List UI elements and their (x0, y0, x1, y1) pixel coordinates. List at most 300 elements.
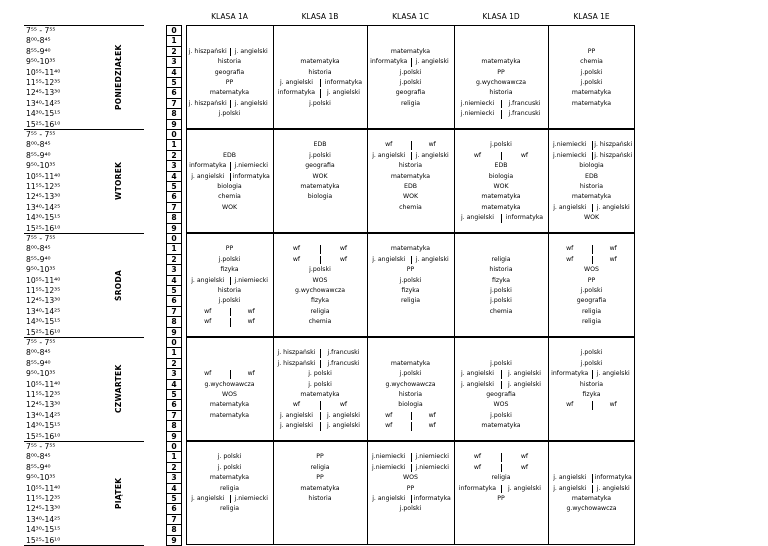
lesson-number: 8 (167, 525, 181, 535)
lesson-group: informatyka (594, 474, 632, 482)
lesson-group: wf (385, 422, 393, 430)
lesson-group: j. hiszpański (594, 141, 633, 149)
lesson-number: 7 (167, 515, 181, 525)
lesson-cell: matematyka (300, 391, 340, 398)
lesson-group: informatyka (189, 162, 227, 170)
lesson-group: j.niemiecki (234, 495, 268, 502)
lesson-cell: EDB (223, 151, 236, 159)
lesson-number: 5 (167, 286, 181, 296)
time-slot: 12⁴⁵-13³⁰ (26, 504, 61, 514)
lesson-cell: historia (489, 266, 513, 274)
lesson-number: 2 (167, 463, 181, 473)
lesson-cell: matematyka (209, 411, 250, 419)
lesson-cell: j.polski (580, 349, 603, 357)
lesson-cell: j.polski (218, 297, 241, 305)
class-header: KLASA 1C (392, 12, 429, 21)
lesson-group: wf (204, 307, 212, 315)
time-slot: 15²⁵-16¹⁰ (26, 223, 61, 233)
lesson-group: wf (339, 245, 348, 253)
lesson-group: informatyka (232, 172, 270, 180)
lesson-number: 8 (167, 213, 181, 223)
lesson-group: j.niemiecki (460, 99, 495, 107)
lesson-cell: religia (310, 307, 330, 315)
lesson-group: wf (428, 422, 436, 430)
lesson-cell: chemia (399, 203, 422, 211)
lesson-group: informatyka (458, 484, 497, 492)
time-slot: 14³⁰-15¹⁵ (26, 109, 61, 119)
lesson-group: j. angielski (191, 495, 225, 502)
lesson-number: 4 (167, 172, 181, 182)
lesson-number: 0 (167, 130, 181, 140)
lesson-number: 3 (167, 161, 181, 171)
lesson-group: j. angielski (415, 151, 449, 159)
class-header: KLASA 1A (211, 12, 248, 21)
lesson-cell: historia (579, 183, 604, 190)
lesson-group: wf (609, 401, 617, 409)
time-slot: 10⁵⁵-11⁴⁰ (26, 379, 61, 389)
lesson-cell: g.wychowawcza (294, 287, 346, 294)
lesson-cell: PP (497, 495, 505, 502)
lesson-number: 0 (167, 26, 181, 36)
group-divider (411, 141, 412, 149)
lesson-cell: matematyka (571, 495, 612, 502)
lesson-cell: matematyka (481, 193, 521, 201)
lesson-cell: matematyka (209, 89, 250, 97)
lesson-cell: WOK (583, 214, 600, 222)
lesson-number: 2 (167, 151, 181, 161)
lesson-number: 7 (167, 307, 181, 317)
lesson-group: informatyka (324, 79, 363, 86)
group-divider (320, 256, 321, 264)
group-divider (230, 370, 231, 378)
lesson-cell: religia (581, 318, 602, 326)
lesson-group: j. hiszpański (277, 349, 316, 357)
lesson-cell: WOS (403, 474, 418, 482)
group-divider (230, 318, 231, 326)
lesson-group: j. angielski (191, 276, 225, 284)
lesson-group: wf (385, 141, 393, 149)
time-slot: 14³⁰-15¹⁵ (26, 317, 61, 327)
lesson-cell: g.wychowawcza (204, 380, 255, 388)
lesson-cell: matematyka (209, 401, 250, 409)
time-slot: 12⁴⁵-13³⁰ (26, 400, 61, 410)
lesson-cell: WOK (221, 203, 238, 211)
lesson-number: 7 (167, 99, 181, 109)
lesson-number: 4 (167, 484, 181, 494)
group-divider (592, 401, 593, 409)
lesson-cell: matematyka (209, 474, 250, 482)
group-divider (411, 464, 412, 472)
group-divider (501, 110, 502, 118)
lesson-number: 4 (167, 276, 181, 286)
day-label: CZWARTEK (114, 364, 123, 414)
time-slot: 8⁰⁰-8⁴⁵ (26, 140, 51, 150)
lesson-group: j.niemiecki (372, 453, 406, 461)
group-divider (592, 256, 593, 264)
time-slot: 10⁵⁵-11⁴⁰ (26, 483, 61, 493)
lesson-cell: matematyka (300, 183, 340, 190)
lesson-group: j.francuski (508, 110, 541, 118)
group-divider (501, 381, 502, 389)
lesson-number-column (166, 233, 182, 338)
lesson-number-column (166, 25, 182, 130)
lesson-cell: PP (497, 68, 505, 76)
lesson-number-column (166, 337, 182, 442)
lesson-cell: biologia (398, 401, 423, 409)
lesson-group: wf (520, 151, 529, 159)
lesson-cell: j.polski (399, 79, 422, 86)
time-slot: 7⁵⁵ - 7⁵⁵ (26, 338, 56, 347)
lesson-cell: j.polski (309, 266, 331, 274)
lesson-cell: j. polski (217, 463, 242, 471)
lesson-cell: PP (587, 276, 596, 284)
lesson-group: wf (247, 318, 255, 326)
lesson-number: 3 (167, 265, 181, 275)
lesson-group: wf (609, 255, 617, 263)
lesson-group: j.francuski (327, 349, 360, 357)
lesson-cell: historia (398, 162, 423, 170)
lesson-group: j. angielski (460, 370, 495, 378)
lesson-group: j.niemiecki (553, 151, 587, 159)
lesson-cell: matematyka (300, 484, 340, 492)
time-slot: 13⁴⁰-14²⁵ (26, 514, 61, 524)
group-divider (592, 141, 593, 149)
group-divider (411, 495, 412, 503)
group-divider (592, 245, 593, 253)
lesson-cell: fizyka (310, 297, 330, 305)
time-slot: 12⁴⁵-13³⁰ (26, 88, 61, 98)
time-slot: 13⁴⁰-14²⁵ (26, 306, 61, 316)
lesson-cell: j.polski (490, 297, 512, 305)
lesson-group: wf (339, 401, 348, 409)
group-divider (592, 152, 593, 160)
lesson-cell: fizyka (491, 276, 511, 284)
lesson-cell: j.polski (218, 255, 241, 263)
time-slot: 8⁵⁵-9⁴⁰ (26, 254, 51, 264)
class-header: KLASA 1B (301, 12, 339, 21)
lesson-cell: geografia (305, 162, 335, 170)
group-divider (411, 422, 412, 430)
lesson-number: 2 (167, 359, 181, 369)
lesson-number: 5 (167, 182, 181, 192)
time-slot: 10⁵⁵-11⁴⁰ (26, 67, 61, 77)
lesson-cell: historia (217, 58, 242, 66)
time-slot: 11⁵⁵-12³⁵ (26, 494, 61, 504)
lesson-cell: religia (581, 307, 602, 315)
time-slot: 15²⁵-16¹⁰ (26, 119, 61, 129)
lesson-cell: geografia (395, 89, 426, 97)
lesson-number: 5 (167, 390, 181, 400)
lesson-cell: j.polski (490, 359, 512, 367)
lesson-group: wf (473, 151, 482, 159)
lesson-group: j. angielski (279, 411, 314, 419)
group-divider (592, 485, 593, 493)
lesson-group: j. angielski (415, 255, 449, 263)
lesson-group: j.niemiecki (460, 110, 495, 118)
time-slot: 8⁰⁰-8⁴⁵ (26, 452, 51, 462)
time-slot: 9⁵⁰-10³⁵ (26, 473, 56, 483)
time-slot: 14³⁰-15¹⁵ (26, 525, 61, 535)
lesson-group: j.niemiecki (553, 141, 587, 149)
lesson-cell: biologia (307, 193, 333, 201)
lesson-cell: EDB (494, 162, 508, 170)
lesson-group: informatyka (370, 58, 408, 66)
lesson-number: 3 (167, 369, 181, 379)
day-label: PIĄTEK (114, 477, 123, 509)
lesson-group: wf (292, 255, 301, 263)
group-divider (411, 453, 412, 461)
lesson-cell: matematyka (390, 172, 431, 180)
lesson-cell: PP (587, 47, 596, 55)
time-slot: 8⁵⁵-9⁴⁰ (26, 150, 51, 160)
lesson-cell: EDB (585, 172, 598, 180)
lesson-cell: j. polski (308, 380, 332, 388)
group-divider (320, 89, 321, 97)
group-divider (411, 256, 412, 264)
lesson-cell: j.polski (580, 68, 603, 76)
lesson-number: 4 (167, 68, 181, 78)
lesson-group: wf (566, 401, 574, 409)
lesson-number: 1 (167, 348, 181, 358)
lesson-group: j. angielski (326, 411, 361, 419)
lesson-number: 5 (167, 78, 181, 88)
group-divider (501, 464, 502, 472)
time-slot: 9⁵⁰-10³⁵ (26, 265, 56, 275)
lesson-cell: matematyka (481, 422, 521, 430)
lesson-cell: religia (491, 474, 511, 482)
lesson-cell: j.polski (218, 110, 241, 118)
lesson-cell: religia (310, 463, 330, 471)
lesson-number: 6 (167, 504, 181, 514)
lesson-group: informatyka (505, 214, 544, 222)
lesson-number: 7 (167, 411, 181, 421)
time-slot: 9⁵⁰-10³⁵ (26, 369, 56, 379)
time-slot: 10⁵⁵-11⁴⁰ (26, 275, 61, 285)
lesson-group: wf (204, 370, 212, 378)
time-slot: 8⁵⁵-9⁴⁰ (26, 462, 51, 472)
lesson-group: j. angielski (596, 484, 630, 492)
time-slot: 15²⁵-16¹⁰ (26, 327, 61, 337)
lesson-cell: historia (308, 68, 332, 76)
lesson-cell: EDB (313, 141, 327, 149)
group-divider (592, 474, 593, 482)
lesson-group: j. angielski (279, 79, 314, 86)
lesson-cell: matematyka (571, 99, 612, 107)
day-label: PONIEDZIAŁEK (114, 44, 123, 110)
lesson-cell: PP (225, 245, 234, 253)
group-divider (501, 485, 502, 493)
lesson-number: 9 (171, 431, 177, 441)
lesson-cell: chemia (308, 318, 332, 326)
group-divider (592, 204, 593, 212)
lesson-group: j. hiszpański (277, 359, 316, 367)
lesson-cell: EDB (404, 183, 417, 190)
lesson-cell: fizyka (582, 391, 601, 398)
lesson-cell: religia (400, 99, 421, 107)
lesson-cell: fizyka (220, 266, 239, 274)
group-divider (411, 152, 412, 160)
lesson-cell: geografia (576, 297, 607, 305)
group-divider (320, 349, 321, 357)
lesson-cell: j.polski (490, 141, 512, 149)
group-divider (320, 401, 321, 409)
group-divider (320, 412, 321, 420)
lesson-group: wf (566, 245, 574, 253)
lesson-cell: j.polski (399, 276, 422, 284)
time-slot: 8⁰⁰-8⁴⁵ (26, 36, 51, 46)
group-divider (230, 173, 231, 181)
lesson-cell: biologia (217, 183, 242, 190)
group-divider (230, 277, 231, 285)
time-slot: 15²⁵-16¹⁰ (26, 535, 61, 545)
lesson-group: wf (566, 255, 574, 263)
lesson-group: wf (520, 453, 529, 461)
lesson-group: informatyka (277, 89, 316, 97)
lesson-number: 4 (167, 380, 181, 390)
lesson-group: wf (473, 463, 482, 471)
group-divider (501, 214, 502, 222)
group-divider (320, 79, 321, 87)
lesson-number: 0 (167, 338, 181, 348)
lesson-cell: PP (316, 453, 324, 461)
lesson-number: 6 (167, 296, 181, 306)
time-slot: 11⁵⁵-12³⁵ (26, 182, 61, 192)
lesson-group: j. angielski (553, 203, 587, 211)
lesson-number: 5 (167, 494, 181, 504)
lesson-cell: PP (406, 484, 415, 492)
lesson-group: j. angielski (279, 422, 314, 430)
group-divider (230, 162, 231, 170)
lesson-group: j.niemiecki (372, 463, 406, 471)
lesson-cell: historia (579, 380, 604, 388)
time-slot: 7⁵⁵ - 7⁵⁵ (26, 442, 56, 451)
lesson-number: 9 (171, 535, 177, 545)
group-divider (320, 245, 321, 253)
lesson-group: j.francuski (508, 99, 541, 107)
lesson-group: j. hiszpański (188, 47, 227, 55)
lesson-cell: matematyka (390, 245, 431, 253)
lesson-group: wf (292, 401, 301, 409)
lesson-group: wf (247, 370, 255, 378)
lesson-cell: j.polski (580, 79, 603, 86)
time-slot: 7⁵⁵ - 7⁵⁵ (26, 26, 56, 35)
lesson-group: informatyka (413, 495, 451, 502)
lesson-group: j.niemiecki (415, 453, 449, 461)
lesson-group: j. angielski (372, 255, 406, 263)
lesson-group: j. angielski (372, 495, 406, 502)
lesson-number: 2 (167, 47, 181, 57)
lesson-group: wf (204, 318, 212, 326)
time-slot: 8⁰⁰-8⁴⁵ (26, 244, 51, 254)
lesson-cell: WOS (312, 276, 328, 284)
lesson-number: 9 (171, 119, 177, 129)
lesson-cell: j.polski (490, 411, 512, 419)
time-slot: 8⁰⁰-8⁴⁵ (26, 348, 51, 358)
lesson-number: 3 (167, 473, 181, 483)
lesson-cell: historia (489, 89, 513, 97)
time-slot: 12⁴⁵-13³⁰ (26, 192, 61, 202)
lesson-cell: matematyka (481, 58, 521, 66)
day-label: WTOREK (114, 161, 123, 201)
group-divider (230, 495, 231, 503)
lesson-group: j. angielski (415, 58, 449, 66)
time-slot: 13⁴⁰-14²⁵ (26, 410, 61, 420)
lesson-number: 0 (167, 442, 181, 452)
lesson-group: wf (520, 463, 529, 471)
lesson-cell: j.polski (490, 287, 512, 294)
lesson-number: 7 (167, 203, 181, 213)
group-divider (592, 370, 593, 378)
lesson-cell: chemia (489, 307, 513, 315)
lesson-group: wf (247, 307, 255, 315)
lesson-group: j. angielski (507, 484, 542, 492)
lesson-cell: WOS (493, 401, 509, 409)
lesson-number: 8 (167, 317, 181, 327)
lesson-group: wf (292, 245, 301, 253)
lesson-cell: matematyka (571, 89, 612, 97)
lesson-number: 1 (167, 452, 181, 462)
lesson-group: j. hiszpański (594, 151, 633, 159)
lesson-group: j. angielski (553, 484, 587, 492)
lesson-cell: matematyka (390, 47, 431, 55)
lesson-number: 1 (167, 244, 181, 254)
lesson-cell: PP (406, 266, 415, 274)
lesson-number: 6 (167, 88, 181, 98)
lesson-cell: biologia (579, 162, 604, 170)
group-divider (501, 370, 502, 378)
lesson-cell: WOS (222, 391, 237, 398)
lesson-number-column (166, 129, 182, 234)
lesson-cell: chemia (580, 58, 603, 66)
lesson-cell: religia (400, 297, 421, 305)
lesson-cell: j.polski (399, 505, 422, 513)
lesson-cell: g.wychowawcza (475, 79, 527, 86)
lesson-cell: WOK (493, 183, 509, 190)
lesson-group: wf (473, 453, 482, 461)
lesson-number: 8 (167, 109, 181, 119)
lesson-group: j. angielski (460, 214, 495, 222)
group-divider (501, 453, 502, 461)
lesson-cell: matematyka (571, 193, 612, 201)
lesson-cell: matematyka (300, 58, 340, 66)
lesson-cell: matematyka (390, 359, 431, 367)
lesson-cell: j. polski (217, 453, 242, 461)
time-slot: 11⁵⁵-12³⁵ (26, 286, 61, 296)
time-slot: 14³⁰-15¹⁵ (26, 421, 61, 431)
lesson-group: wf (339, 255, 348, 263)
lesson-group: j. angielski (460, 380, 495, 388)
time-slot: 13⁴⁰-14²⁵ (26, 98, 61, 108)
lesson-cell: matematyka (481, 203, 521, 211)
group-divider (230, 100, 231, 108)
lesson-cell: j.polski (580, 287, 603, 294)
lesson-group: j.francuski (327, 359, 360, 367)
lesson-group: j. angielski (553, 474, 587, 482)
lesson-group: j. angielski (507, 370, 542, 378)
group-divider (320, 422, 321, 430)
lesson-group: j. hiszpański (188, 99, 227, 107)
lesson-group: j. angielski (191, 172, 225, 180)
time-slot: 13⁴⁰-14²⁵ (26, 202, 61, 212)
lesson-cell: religia (219, 484, 240, 492)
lesson-cell: historia (217, 287, 242, 294)
lesson-group: j. angielski (234, 99, 268, 107)
lesson-cell: PP (225, 79, 234, 86)
lesson-group: j.niemiecki (415, 463, 449, 471)
lesson-group: j. angielski (507, 380, 542, 388)
group-divider (320, 360, 321, 368)
lesson-group: j. angielski (596, 370, 630, 378)
